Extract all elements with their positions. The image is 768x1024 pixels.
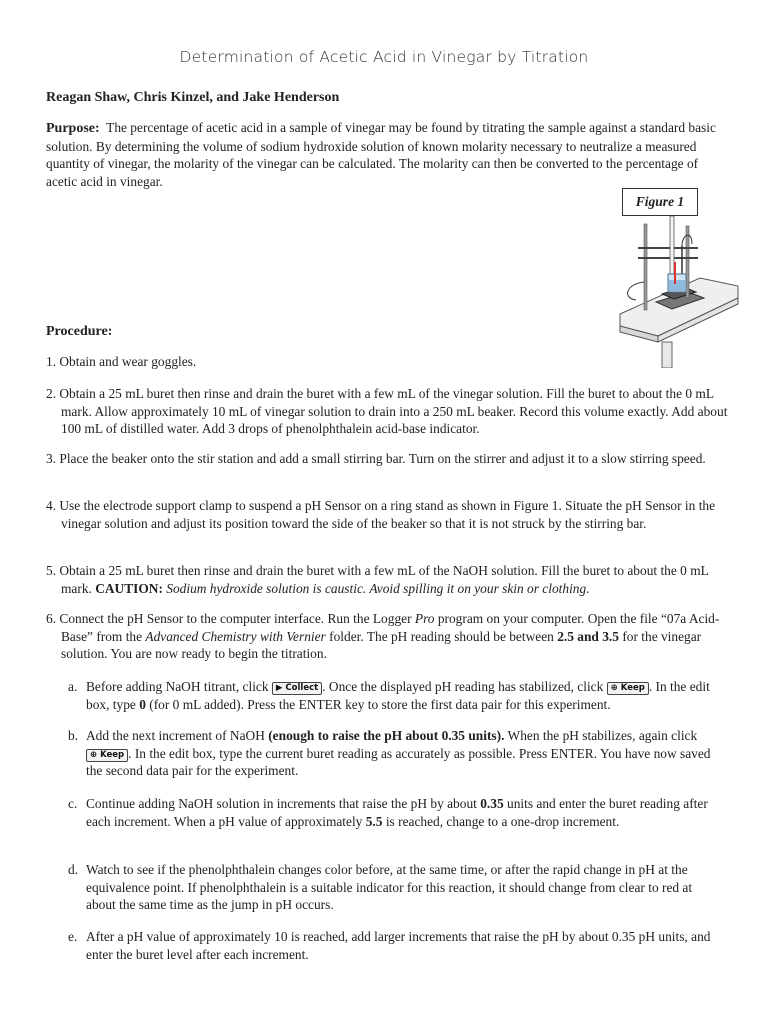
procedure-step-2: 2. Obtain a 25 mL buret then rinse and drain the buret with a few mL of the vinegar solution. Fill the buret to about the 0 mL mark. Allow approximately 10 mL of vinegar solution to drain into a 250 mL beaker. Record this volume exactly. Add about 100 mL of distilled water. Add 3 drops of phenolphthalein acid-base indicator. bbox=[46, 386, 728, 437]
procedure-step-4: 4. Use the electrode support clamp to suspend a pH Sensor on a ring stand as shown in Figure 1. Situate the pH Sensor in the vinegar solution and adjust its position toward the side of the beaker so that it is not struck by the stirring bar. bbox=[46, 498, 716, 531]
step-5-text: 5. Obtain a 25 mL buret then rinse and drain the buret with a few mL of the NaOH solution. Fill the buret to about the 0 mL mark. bbox=[46, 563, 709, 596]
substep-a bbox=[68, 678, 718, 713]
keep-button[interactable]: ⊕ Keep bbox=[86, 749, 128, 762]
substep-c bbox=[68, 795, 718, 830]
procedure-step-1: 1. Obtain and wear goggles. bbox=[46, 354, 197, 369]
substep-b bbox=[68, 727, 718, 780]
substep-a-text-1: Before adding NaOH titrant, click bbox=[86, 679, 272, 694]
substep-e bbox=[68, 928, 718, 963]
purpose-text: The percentage of acetic acid in a sample of vinegar may be found by titrating the sample against a standard basic solution. By determining the volume of sodium hydroxide solution of known molarity necessary to neutralize a measured quantity of vinegar, the molarity of the vinegar can be calculated. The molarity can then be converted to the percentage of acetic acid in vinegar. bbox=[46, 120, 716, 189]
substep-c-text-2: units and enter the buret reading after each increment. When a pH value of approximately bbox=[86, 796, 708, 829]
ph-range: 2.5 and 3.5 bbox=[557, 628, 619, 644]
substep-c-text-3: is reached, change to a one-drop increment. bbox=[382, 813, 620, 829]
caution-label: CAUTION: bbox=[95, 580, 163, 596]
step-6-text-4: for the vinegar solution. You are now ready to begin the titration. bbox=[61, 628, 702, 662]
purpose-label: Purpose: bbox=[46, 121, 100, 136]
step-6-text-1: 6. Connect the pH Sensor to the computer interface. Run the Logger bbox=[46, 611, 415, 626]
substep-b-bold: (enough to raise the pH about 0.35 units). bbox=[268, 728, 505, 743]
collect-button[interactable]: ▶ Collect bbox=[272, 682, 322, 695]
substep-a-text-3: . In the edit box, type bbox=[86, 679, 710, 712]
keep-button[interactable]: ⊕ Keep bbox=[607, 682, 649, 695]
purpose-paragraph bbox=[46, 119, 718, 190]
substep-a-letter: a. bbox=[68, 679, 78, 694]
procedure-heading: Procedure: bbox=[46, 324, 113, 339]
substep-d-letter: d. bbox=[68, 862, 79, 877]
substep-a-text-4: (for 0 mL added). Press the ENTER key to store the first data pair for this experiment. bbox=[145, 696, 611, 712]
caution-text: Sodium hydroxide solution is caustic. Avoid spilling it on your skin or clothing. bbox=[162, 580, 590, 596]
procedure-step-6 bbox=[46, 610, 741, 663]
substep-e-text: After a pH value of approximately 10 is reached, add larger increments that raise the pH by about 0.35 pH units, and enter the buret level after each increment. bbox=[86, 929, 711, 962]
substep-b-text-3: . In the edit box, type the current buret reading as accurately as possible. Press ENTER. You have now saved the second data pair for the experiment. bbox=[86, 745, 711, 779]
substep-d bbox=[68, 861, 718, 914]
step-6-text-2: program on your computer. Open the file “07a Acid-Base” from the bbox=[61, 611, 720, 644]
figure-1 bbox=[618, 186, 740, 368]
substep-c-text-1: Continue adding NaOH solution in increments that raise the pH by about bbox=[86, 796, 481, 811]
substep-c-letter: c. bbox=[68, 796, 78, 811]
logger-pro-italic: Pro bbox=[414, 611, 435, 626]
procedure-step-5 bbox=[46, 562, 741, 597]
figure-label: Figure 1 bbox=[622, 188, 698, 216]
ph-increment-value: 0.35 bbox=[480, 796, 504, 811]
book-title: Advanced Chemistry with Vernier bbox=[145, 628, 326, 644]
substep-e-letter: e. bbox=[68, 929, 78, 944]
substep-d-text: Watch to see if the phenolphthalein changes color before, at the same time, or after the rapid change in pH at the equivalence point. If phenolphthalein is a suitable indicator for this reaction, it should change from clear to red at about the same time as the jump in pH occurs. bbox=[86, 862, 693, 913]
procedure-step-3: 3. Place the beaker onto the stir station and add a small stirring bar. Turn on the stirrer and adjust it to a slow stirring speed. bbox=[46, 451, 706, 466]
zero-value: 0 bbox=[139, 696, 146, 712]
substep-a-text-2: . Once the displayed pH reading has stabilized, click bbox=[322, 679, 607, 694]
ph-threshold-value: 5.5 bbox=[365, 813, 383, 829]
substep-b-text-1: Add the next increment of NaOH bbox=[86, 728, 269, 743]
authors: Reagan Shaw, Chris Kinzel, and Jake Henderson bbox=[46, 90, 340, 105]
step-6-text-3: folder. The pH reading should be between bbox=[325, 628, 558, 644]
substep-b-text-2: When the pH stabilizes, again click bbox=[504, 728, 698, 743]
substep-b-letter: b. bbox=[68, 728, 79, 743]
document-title: Determination of Acetic Acid in Vinegar by Titration bbox=[179, 48, 589, 66]
